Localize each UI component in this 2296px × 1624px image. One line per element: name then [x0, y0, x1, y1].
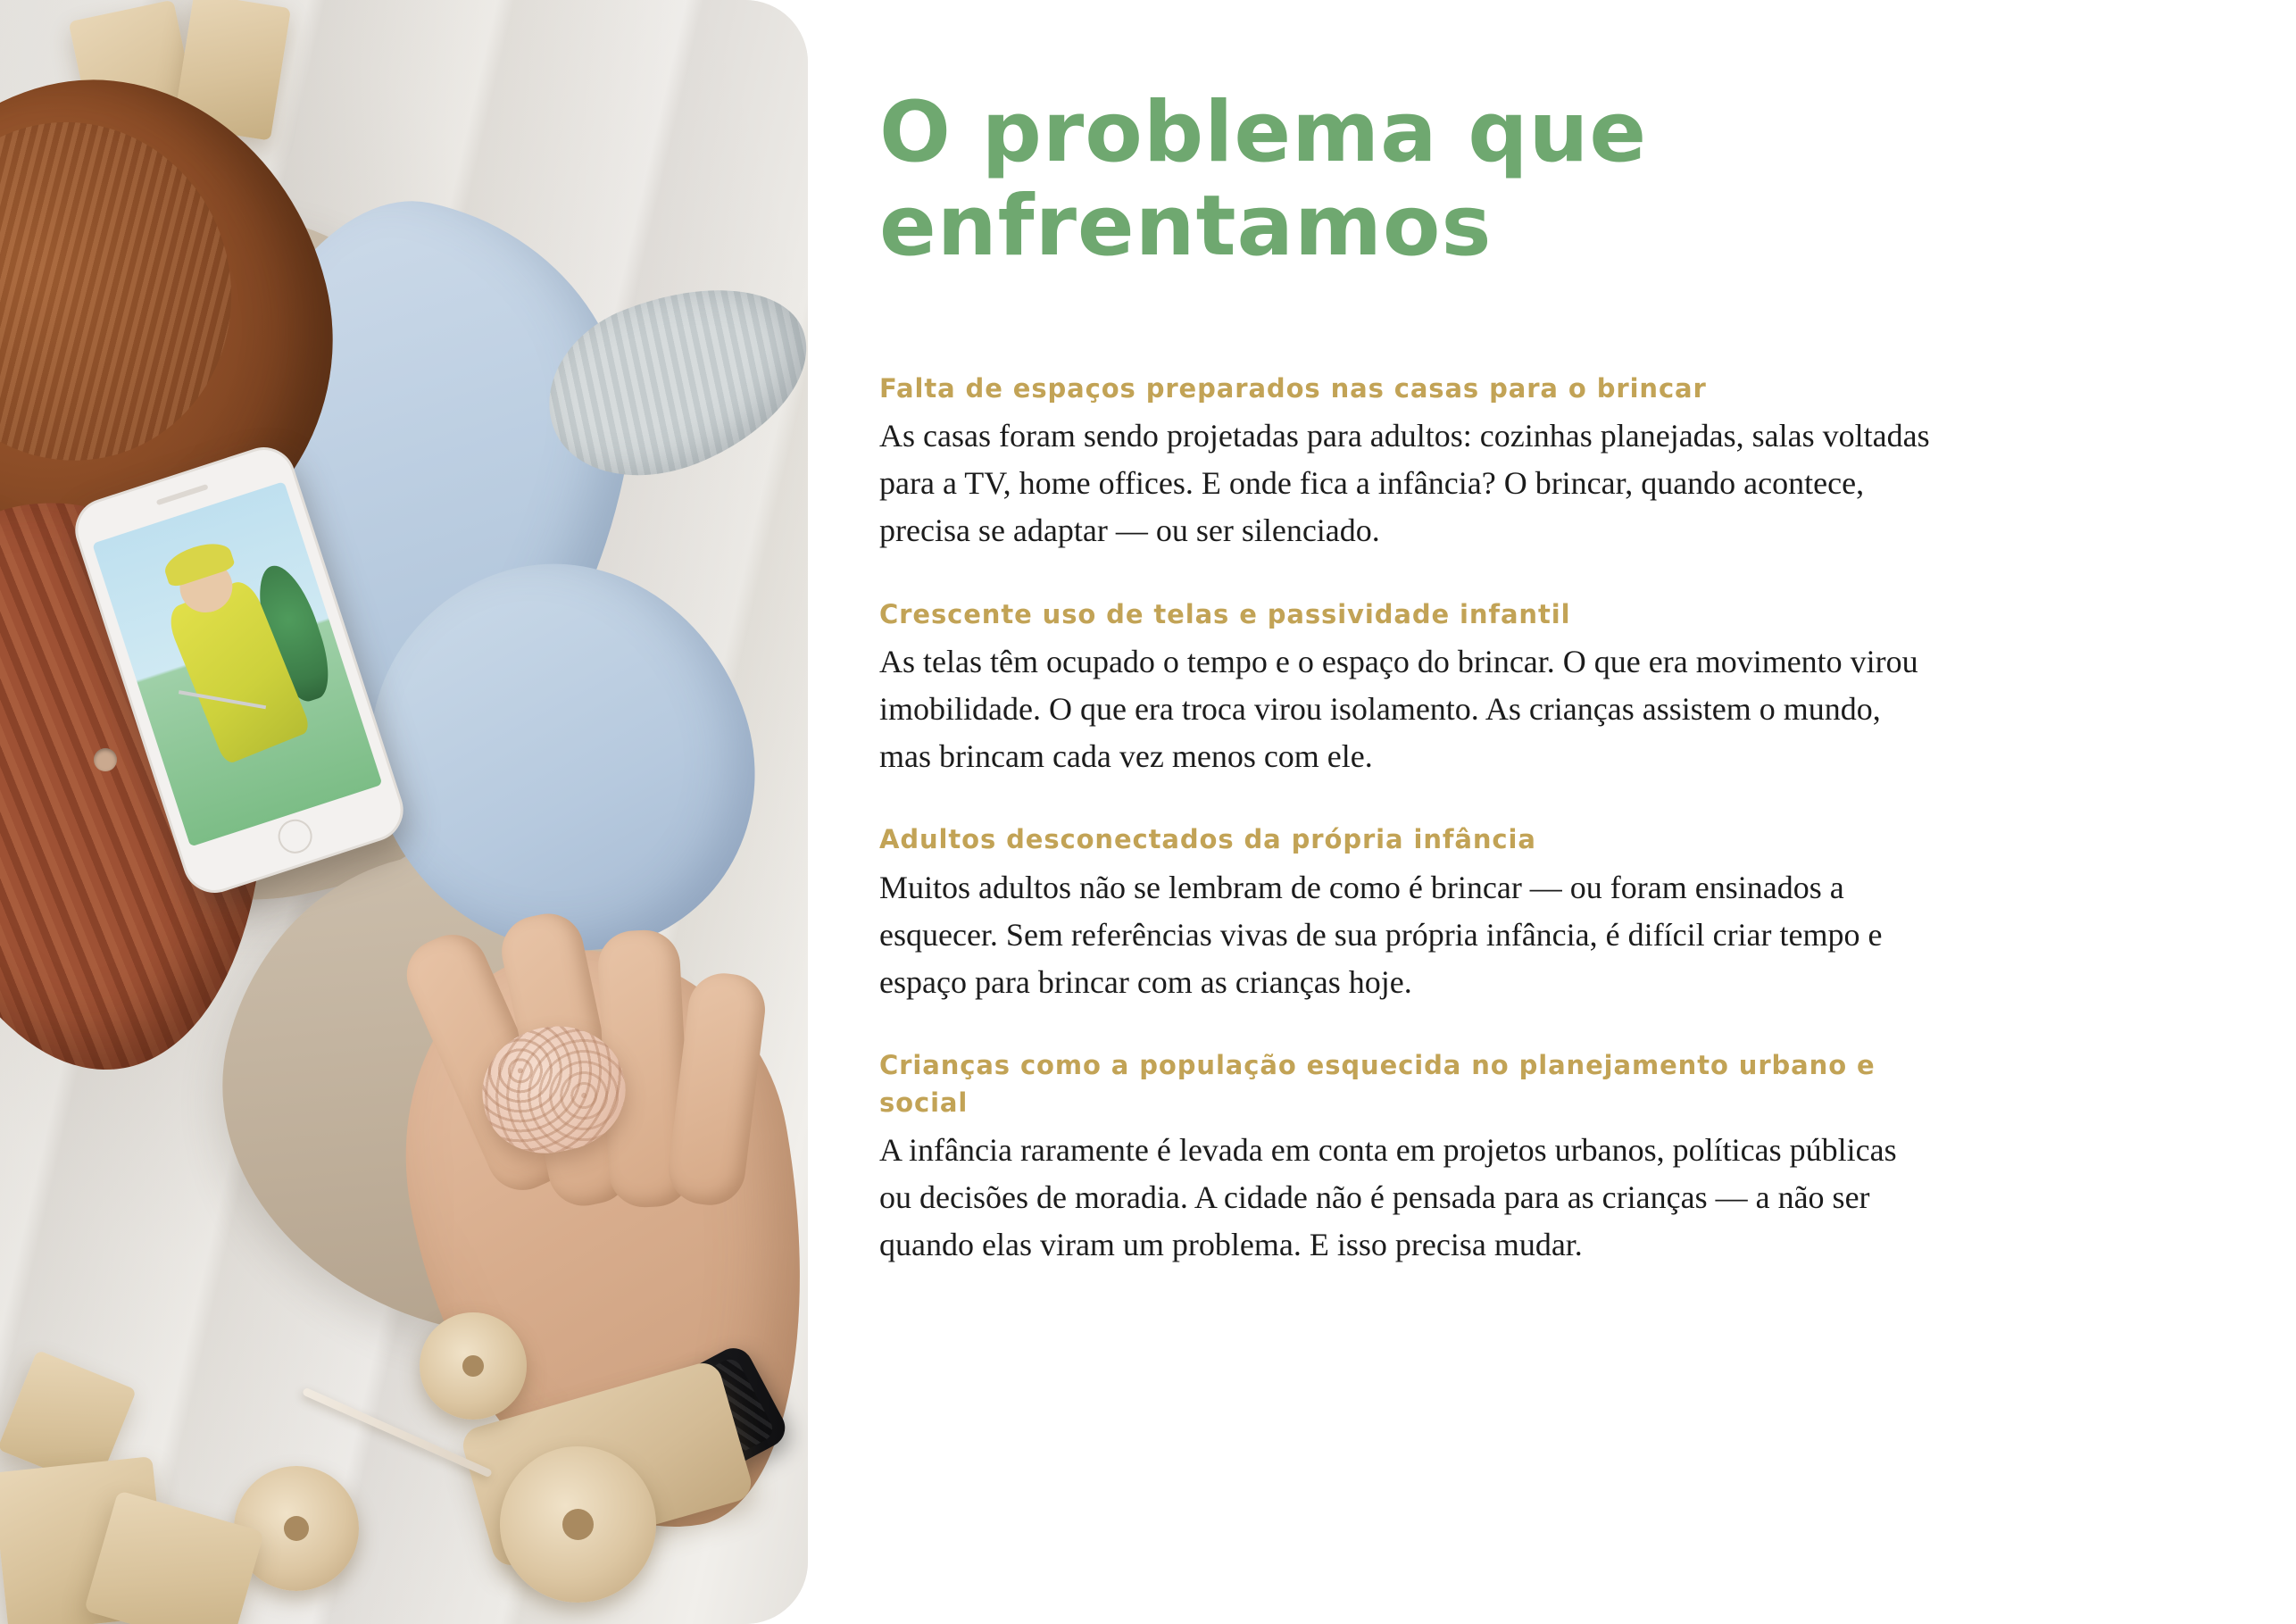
section-block	[879, 1047, 2171, 1269]
section-heading: Crianças como a população esquecida no planejamento urbano e social	[879, 1050, 1876, 1118]
toy-car-wheel-icon	[420, 1312, 527, 1420]
section-body: As telas têm ocupado o tempo e o espaço do brincar. O que era movimento virou imobilidade. O que era troca virou isolamento. As crianças assistem o mundo, mas brincam cada vez menos com ele.	[879, 643, 1918, 775]
phone-speaker-icon	[156, 484, 209, 505]
section-block	[879, 596, 2171, 781]
shirt-button-icon	[94, 748, 117, 771]
toy-car-wheel-icon	[500, 1446, 656, 1603]
page-title: O problema que enfrentamos	[879, 84, 1648, 276]
photo-panel	[0, 0, 808, 1624]
section-block	[879, 821, 2171, 1006]
section-body: Muitos adultos não se lembram de como é brincar — ou foram ensinados a esquecer. Sem referências vivas de sua própria infância, é difícil criar tempo e espaço para brincar com as crianças hoje.	[879, 869, 1883, 1001]
phone-home-button-icon	[274, 815, 317, 858]
section-body: A infância raramente é levada em conta em projetos urbanos, políticas públicas ou decisões de moradia. A cidade não é pensada para as crianças — a não ser quando elas viram um problema. E isso precisa mudar.	[879, 1131, 1897, 1263]
section-heading: Crescente uso de telas e passividade infantil	[879, 598, 1571, 629]
section-heading: Falta de espaços preparados nas casas para o brincar	[879, 372, 1707, 404]
content-column	[808, 0, 2296, 1624]
section-block	[879, 371, 2171, 555]
section-body: As casas foram sendo projetadas para adultos: cozinhas planejadas, salas voltadas para a TV, home offices. E onde fica a infância? O brincar, quando acontece, precisa se adaptar — ou ser silenciado.	[879, 417, 1930, 549]
section-heading: Adultos desconectados da própria infância	[879, 824, 1536, 855]
